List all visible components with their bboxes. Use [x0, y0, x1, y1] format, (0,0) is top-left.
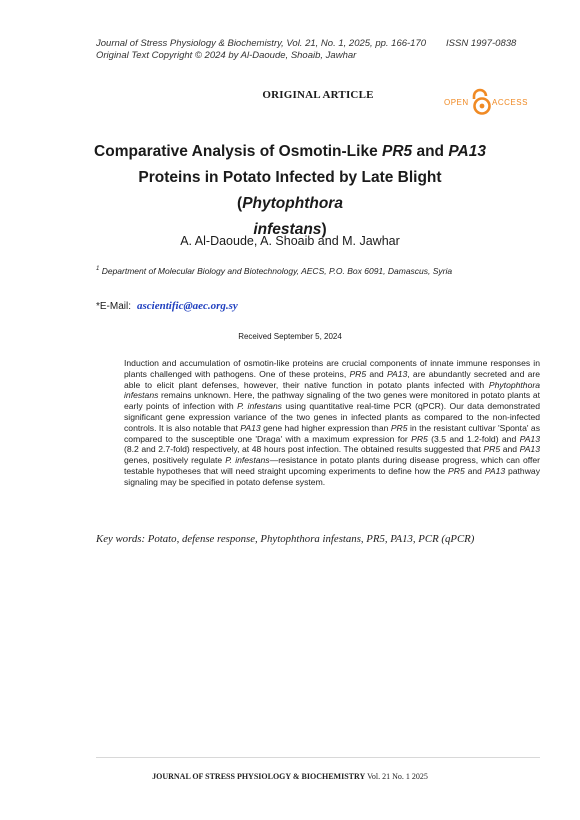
- open-access-left-text: OPEN: [444, 98, 469, 107]
- abstract-text: , are abundantly secreted and are able to elicit plant defenses, however, their native function in potato plants infected with: [124, 368, 540, 390]
- abstract-text: remains unknown. Here, the pathway signaling of the two genes were monitored in potato plants at early points of infection with: [124, 390, 540, 412]
- gene-name: PR5: [448, 465, 465, 476]
- affiliation: [96, 266, 452, 276]
- open-access-lock-icon: [440, 88, 540, 116]
- page-footer: [0, 772, 580, 781]
- abstract-text: gene had higher expression than: [260, 422, 391, 433]
- gene-name: PA13: [519, 444, 540, 455]
- abstract-text: Induction and accumulation of osmotin-like proteins are crucial components of innate immune responses in plants challenged with pathogens. One of these proteins,: [124, 358, 540, 379]
- abstract-text: in the resistant cultivar 'Sponta' as compared to the susceptible one 'Draga' with a maximum expression for: [124, 422, 540, 444]
- title-text: Proteins in Potato Infected by Late Blight (: [138, 169, 442, 212]
- title-gene-pr5: PR5: [382, 143, 413, 160]
- title-gene-pa13: PA13: [448, 143, 486, 160]
- abstract-text: using quantitative real-time PCR (qPCR). Our data demonstrated significant gene expression variance of the two genes in infected plants as compared to the non-infected controls. It is also notable that: [124, 401, 540, 433]
- abstract-text: genes, positively regulate: [124, 455, 226, 466]
- author-list: A. Al-Daoude, A. Shoaib and M. Jawhar: [180, 234, 400, 248]
- article-title: [90, 139, 490, 243]
- species-name: Phytophthora infestans: [124, 379, 540, 401]
- title-text: ): [321, 221, 327, 238]
- gene-name: PA13: [386, 368, 408, 379]
- gene-name: PR5: [349, 368, 367, 379]
- email-label: *E-Mail:: [96, 301, 132, 312]
- abstract-text: and: [500, 444, 520, 455]
- title-text: and: [412, 143, 449, 160]
- affiliation-text: Department of Molecular Biology and Biotechnology, AECS, P.O. Box 6091, Damascus, Syria: [99, 266, 453, 276]
- running-header-copyright: Original Text Copyright © 2024 by Al-Daoude, Shoaib, Jawhar: [96, 50, 357, 61]
- keywords: Key words: Potato, defense response, Phytophthora infestans, PR5, PA13, PCR (qPCR): [96, 533, 475, 545]
- gene-name: PA13: [519, 433, 540, 444]
- received-date: Received September 5, 2024: [238, 332, 342, 341]
- gene-name: PR5: [390, 422, 408, 433]
- species-name: P. infestans: [225, 455, 270, 466]
- title-species: Phytophthora: [242, 195, 343, 212]
- gene-name: PR5: [483, 444, 501, 455]
- footer-journal-name: JOURNAL OF STRESS PHYSIOLOGY & BIOCHEMISTRY: [152, 772, 366, 781]
- gene-name: PA13: [240, 422, 261, 433]
- abstract-text: (3.5 and 1.2-fold) and: [427, 433, 520, 444]
- title-line-1: [90, 139, 490, 165]
- open-access-right-text: ACCESS: [492, 98, 528, 107]
- corresponding-email: [96, 300, 238, 312]
- title-text: Comparative Analysis of Osmotin-Like: [94, 143, 382, 160]
- email-link[interactable]: ascientific@aec.org.sy: [137, 300, 238, 312]
- gene-name: PA13: [484, 465, 506, 476]
- journal-citation: Journal of Stress Physiology & Biochemistry, Vol. 21, No. 1, 2025, pp. 166-170: [96, 38, 427, 49]
- running-header-journal: [96, 38, 516, 49]
- issn: ISSN 1997-0838: [446, 38, 517, 49]
- abstract-text: and: [366, 368, 387, 379]
- footer-divider: [96, 757, 540, 758]
- title-line-2: [90, 165, 490, 217]
- abstract: [124, 358, 540, 488]
- abstract-text: (8.2 and 2.7-fold) respectively, at 48 hours post infection. The obtained results suggested that: [124, 444, 484, 455]
- abstract-text: pathway signaling may be specified in potato defense system.: [124, 465, 540, 487]
- open-access-logo: [440, 88, 540, 116]
- abstract-text: and: [464, 465, 485, 476]
- abstract-text: —resistance in potato plants during disease progress, which can offer testable hypotheses that will need straight upcoming experiments to define how the: [124, 455, 540, 476]
- title-species: infestans: [253, 221, 322, 238]
- affiliation-marker: 1: [96, 266, 100, 273]
- footer-volume: Vol. 21 No. 1 2025: [365, 772, 428, 781]
- article-type-label: ORIGINAL ARTICLE: [262, 89, 374, 101]
- gene-name: PR5: [411, 433, 428, 444]
- species-name: P. infestans: [237, 401, 282, 412]
